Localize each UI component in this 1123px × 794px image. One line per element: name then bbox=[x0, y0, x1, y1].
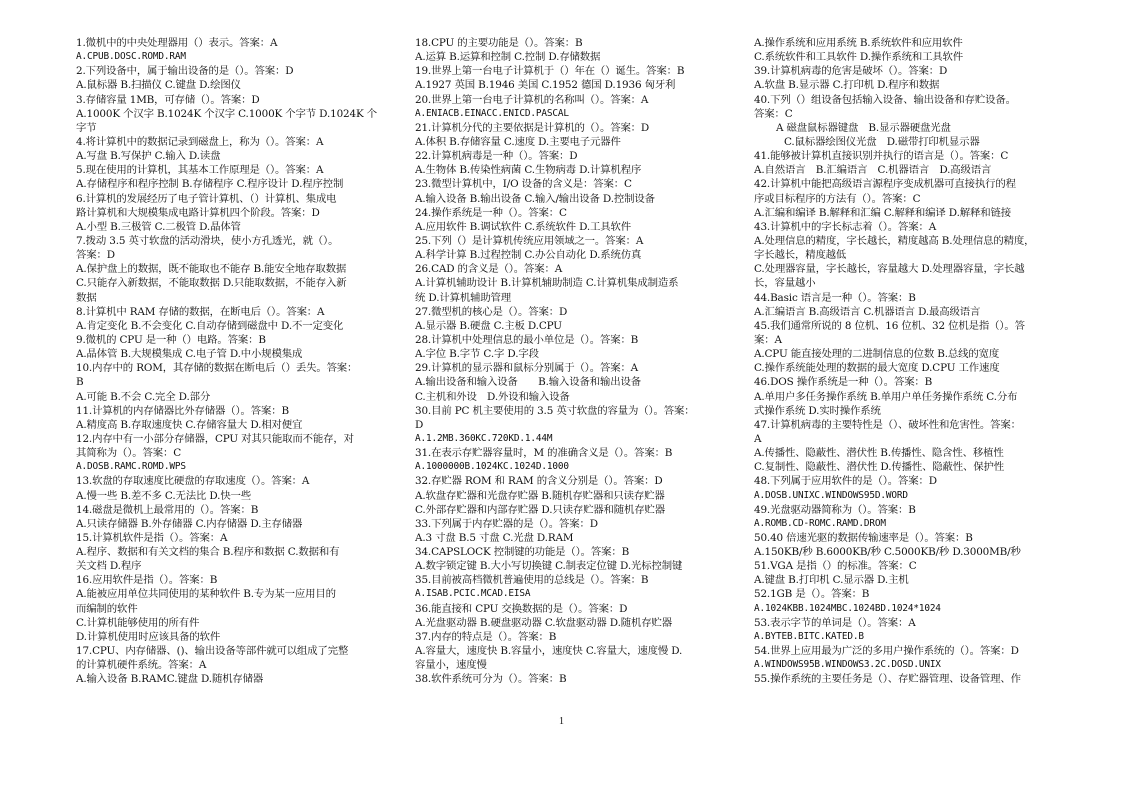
text-line: 16.应用软件是指（）。答案：B bbox=[76, 574, 218, 587]
text-line: 统 D.计算机辅助管理 bbox=[415, 291, 512, 304]
text-line: 18.CPU 的主要功能是（）。答案：B bbox=[415, 37, 583, 49]
text-line: A.程序、数据和有关文档的集合 B.程序和数据 C.数据和有 bbox=[76, 546, 340, 559]
text-line: A.计算机辅助设计 B.计算机辅助制造 C.计算机集成制造系 bbox=[415, 277, 679, 290]
text-line: A.体积 B.存储容量 C.速度 D.主要电子元器件 bbox=[415, 135, 621, 148]
text-line: 31.在表示存贮器容量时，M 的准确含义是（）。答案：B bbox=[415, 447, 673, 460]
text-line: A 磁盘鼠标器键盘 B.显示器硬盘光盘 bbox=[776, 121, 951, 134]
text-line: 答案：C bbox=[754, 107, 793, 120]
text-line: 32.存贮器 ROM 和 RAM 的含义分别是（）。答案：D bbox=[415, 475, 663, 488]
text-line: 33.下列属于内存贮器的是（）。答案：D bbox=[415, 517, 598, 530]
text-line: C.主机和外设 D.外设和输入设备 bbox=[415, 390, 570, 403]
text-line: A.1000K 个汉字 B.1024K 个汉字 C.1000K 个字节 D.1024K 个 bbox=[76, 107, 377, 120]
text-line: A.DOSB.UNIXC.WINDOWS95D.WORD bbox=[754, 489, 908, 501]
text-line: A.3 寸盘 B.5 寸盘 C.光盘 D.RAM bbox=[415, 531, 574, 544]
text-line: A.ISAB.PCIC.MCAD.EISA bbox=[415, 588, 531, 600]
text-line: 7.拨动 3.5 英寸软盘的活动滑块，使小方孔透光，就（）。 bbox=[76, 234, 339, 247]
text-line: A.科学计算 B.过程控制 C.办公自动化 D.系统仿真 bbox=[415, 249, 642, 262]
text-line: A.汇编语言 B.高级语言 C.机器语言 D.最高级语言 bbox=[754, 305, 981, 318]
text-line: A.处理信息的精度，字长越长，精度越高 B.处理信息的精度， bbox=[754, 234, 1035, 247]
text-line: 52.1GB 是（）。答案：B bbox=[754, 588, 870, 601]
text-line: A.可能 B.不会 C.完全 D.部分 bbox=[76, 390, 211, 403]
text-line: A.输入设备 B.RAMC.键盘 D.随机存储器 bbox=[76, 673, 264, 686]
text-line: 44.Basic 语言是一种（）。答案：B bbox=[754, 291, 916, 304]
text-line: 46.DOS 操作系统是一种（）。答案：B bbox=[754, 376, 933, 389]
text-line: A.软盘 B.显示器 C.打印机 D.程序和数据 bbox=[754, 79, 940, 92]
text-line: 39.计算机病毒的危害是破坏（）。答案：D bbox=[754, 65, 948, 78]
text-line: C.操作系统能处理的数据的最大宽度 D.CPU 工作速度 bbox=[754, 362, 1000, 375]
text-line: A.软盘存贮器和光盘存贮器 B.随机存贮器和只读存贮器 bbox=[415, 489, 665, 502]
text-line: 45.我们通常所说的 8 位机、16 位机、32 位机是指（）。答 bbox=[754, 319, 1025, 332]
text-line: 字节 bbox=[76, 121, 97, 134]
page-number: 1 bbox=[559, 716, 564, 727]
text-line: 3.存储容量 1MB，可存储（）。答案：D bbox=[76, 93, 260, 106]
column-left bbox=[76, 36, 392, 686]
text-line: 41.能够被计算机直接识别并执行的语言是（）。答案：C bbox=[754, 150, 1009, 163]
text-line: 55.操作系统的主要任务是（）、存贮器管理、设备管理、作 bbox=[754, 673, 1021, 686]
text-line: 11.计算机的内存储器比外存储器（）。答案：B bbox=[76, 404, 289, 417]
text-line: 1.微机中的中央处理器用（）表示。答案：A bbox=[76, 37, 278, 49]
text-line: A.1000000B.1024KC.1024D.1000 bbox=[415, 461, 569, 473]
text-line: A.DOSB.RAMC.ROMD.WPS bbox=[76, 461, 186, 473]
text-line: A.ROMB.CD-ROMC.RAMD.DROM bbox=[754, 517, 886, 529]
text-line: A.显示器 B.硬盘 C.主板 D.CPU bbox=[415, 319, 562, 332]
text-line: A.晶体管 B.大规模集成 C.电子管 D.中小规模集成 bbox=[76, 348, 303, 361]
text-line: C.处理器容量，字长越长，容量越大 D.处理器容量，字长越 bbox=[754, 263, 1025, 276]
text-line: A.鼠标器 B.扫描仪 C.键盘 D.绘图仪 bbox=[76, 79, 241, 92]
text-line: 28.计算机中处理信息的最小单位是（）。答案：B bbox=[415, 333, 639, 346]
text-line: 5.现在使用的计算机，其基本工作原理是（）。答案：A bbox=[76, 164, 324, 177]
text-line: 14.磁盘是微机上最常用的（）。答案：B bbox=[76, 503, 259, 516]
text-line: A.BYTEB.BITC.KATED.B bbox=[754, 630, 864, 642]
text-line: C.复制性、隐蔽性、潜伏性 D.传播性、隐蔽性、保护性 bbox=[754, 461, 1004, 474]
text-line: 15.计算机软件是指（）。答案：A bbox=[76, 531, 228, 544]
text-line: 34.CAPSLOCK 控制键的功能是（）。答案：B bbox=[415, 546, 630, 559]
text-line: 37.内存的特点是（）。答案：B bbox=[415, 630, 557, 643]
text-line: 13.软盘的存取速度比硬盘的存取速度（）。答案：A bbox=[76, 475, 310, 488]
text-line: A.数字锁定键 B.大小写切换键 C.制表定位键 D.光标控制键 bbox=[415, 560, 683, 573]
text-line: 案：A bbox=[754, 333, 782, 346]
text-line: 50.40 倍速光驱的数据传输速率是（）。答案：B bbox=[754, 531, 973, 544]
text-line: A.字位 B.字节 C.字 D.字段 bbox=[415, 348, 539, 361]
text-line: 字长越长，精度越低 bbox=[754, 249, 847, 262]
text-line: 26.CAD 的含义是（）。答案：A bbox=[415, 263, 563, 276]
text-line: 路计算机和大规模集成电路计算机四个阶段。答案：D bbox=[76, 206, 320, 219]
text-line: 长，容量越小 bbox=[754, 277, 816, 290]
text-line: 答案：D bbox=[76, 249, 115, 262]
text-line: A.肯定变化 B.不会变化 C.自动存储到磁盘中 D.不一定变化 bbox=[76, 319, 344, 332]
text-line: 24.操作系统是一种（）。答案：C bbox=[415, 206, 567, 219]
text-line: 数据 bbox=[76, 291, 97, 304]
text-line: A.CPUB.DOSC.ROMD.RAM bbox=[76, 51, 186, 63]
text-line: 51.VGA 是指（）的标准。答案：C bbox=[754, 560, 917, 573]
text-line: 47.计算机病毒的主要特性是（）、破坏性和危害性。答案： bbox=[754, 418, 1021, 431]
text-line: B bbox=[76, 376, 84, 389]
text-line: C.外部存贮器和内部存贮器 D.只读存贮器和随机存贮器 bbox=[415, 503, 665, 516]
text-line: 关文档 D.程序 bbox=[76, 560, 142, 573]
text-line: 式操作系统 D.实时操作系统 bbox=[754, 404, 881, 417]
text-line: 49.光盘驱动器简称为（）。答案：B bbox=[754, 503, 916, 516]
text-line: 54.世界上应用最为广泛的多用户操作系统的（）。答案：D bbox=[754, 645, 1019, 658]
text-line: 2.下列设备中，属于输出设备的是（）。答案：D bbox=[76, 65, 294, 78]
text-line: 43.计算机中的字长标志着（）。答案：A bbox=[754, 220, 937, 233]
text-line: 53.表示字节的单词是（）。答案：A bbox=[754, 616, 916, 629]
text-line: 25.下列（）是计算机传统应用领域之一。答案：A bbox=[415, 234, 644, 247]
text-line: 17.CPU、内存储器、()、输出设备等部件就可以组成了完整 bbox=[76, 645, 349, 658]
text-line: 36.能直接和 CPU 交换数据的是（）。答案：D bbox=[415, 602, 628, 615]
text-line: A.输出设备和输入设备 B.输入设备和输出设备 bbox=[415, 376, 641, 389]
text-line: A.自然语言 B.汇编语言 C.机器语言 D.高级语言 bbox=[754, 164, 992, 177]
text-line: A.ENIACB.EINACC.ENICD.PASCAL bbox=[415, 107, 569, 119]
text-line: A.WINDOWS95B.WINDOWS3.2C.DOSD.UNIX bbox=[754, 659, 941, 671]
column-middle bbox=[415, 36, 731, 686]
text-line: 序或目标程序的方法有（）。答案：C bbox=[754, 192, 921, 205]
text-line: A.容量大，速度快 B.容量小，速度快 C.容量大，速度慢 D. bbox=[415, 645, 683, 658]
text-line: 30.目前 PC 机主要使用的 3.5 英寸软盘的容量为（）。答案： bbox=[415, 404, 695, 417]
text-line: C.系统软件和工具软件 D.操作系统和工具软件 bbox=[754, 51, 964, 64]
text-line: A.CPU 能直接处理的二进制信息的位数 B.总线的宽度 bbox=[754, 348, 1000, 361]
text-line: 23.微型计算机中，I/O 设备的含义是：答案：C bbox=[415, 178, 632, 191]
text-line: 20.世界上第一台电子计算机的名称叫（）。答案：A bbox=[415, 93, 649, 106]
text-line: A.1.2MB.360KC.720KD.1.44M bbox=[415, 432, 553, 444]
text-line: 其简称为（）。答案：C bbox=[76, 447, 182, 460]
text-line: 12.内存中有一小部分存储器，CPU 对其只能取而不能存，对 bbox=[76, 432, 354, 445]
text-line: 35.目前被高档微机普遍使用的总线是（）。答案：B bbox=[415, 574, 649, 587]
text-line: 19.世界上第一台电子计算机于（）年在（）诞生。答案：B bbox=[415, 65, 685, 78]
text-line: 容量小，速度慢 bbox=[415, 659, 487, 672]
text-line: A.输入设备 B.输出设备 C.输入/输出设备 D.控制设备 bbox=[415, 192, 655, 205]
text-line: 42.计算机中能把高级语言源程序变成机器可直接执行的程 bbox=[754, 178, 1016, 191]
text-line: 27.微型机的核心是（）。答案：D bbox=[415, 305, 568, 318]
text-line: C.只能存入新数据，不能取数据 D.只能取数据，不能存入新 bbox=[76, 277, 347, 290]
text-line: 10.内存中的 ROM，其存储的数据在断电后（）丢失。答案： bbox=[76, 362, 358, 375]
text-line: 40.下列（）组设备包括输入设备、输出设备和存贮设备。 bbox=[754, 93, 1016, 106]
text-line: C.鼠标器绘图仪光盘 D.磁带打印机显示器 bbox=[784, 135, 980, 148]
text-line: A.运算 B.运算和控制 C.控制 D.存储数据 bbox=[415, 51, 601, 64]
text-line: 21.计算机分代的主要依据是计算机的（）。答案：D bbox=[415, 121, 650, 134]
text-line: A bbox=[754, 432, 762, 445]
text-line: A.单用户多任务操作系统 B.单用户单任务操作系统 C.分布 bbox=[754, 390, 1018, 403]
text-line: A.能被应用单位共同使用的某种软件 B.专为某一应用目的 bbox=[76, 588, 336, 601]
text-line: A.键盘 B.打印机 C.显示器 D.主机 bbox=[754, 574, 909, 587]
text-line: 6.计算机的发展经历了电子管计算机、（）计算机、集成电 bbox=[76, 192, 337, 205]
text-line: 的计算机硬件系统。答案：A bbox=[76, 659, 207, 672]
text-line: A.操作系统和应用系统 B.系统软件和应用软件 bbox=[754, 37, 963, 49]
text-line: A.生物体 B.传染性病菌 C.生物病毒 D.计算机程序 bbox=[415, 164, 642, 177]
text-line: A.汇编和编译 B.解释和汇编 C.解释和编译 D.解释和链接 bbox=[754, 206, 1011, 219]
text-line: C.计算机能够使用的所有件 bbox=[76, 616, 200, 629]
text-line: 9.微机的 CPU 是一种（）电路。答案：B bbox=[76, 333, 266, 346]
text-line: 29.计算机的显示器和鼠标分别属于（）。答案：A bbox=[415, 362, 639, 375]
text-line: A.保护盘上的数据，既不能取也不能存 B.能安全地存取数据 bbox=[76, 263, 347, 276]
text-line: A.存储程序和程序控制 B.存储程序 C.程序设计 D.程序控制 bbox=[76, 178, 344, 191]
column-right bbox=[754, 36, 1070, 686]
text-line: D.计算机使用时应该具备的软件 bbox=[76, 630, 221, 643]
text-line: A.光盘驱动器 B.硬盘驱动器 C.软盘驱动器 D.随机存贮器 bbox=[415, 616, 672, 629]
text-line: A.小型 B.三极管 C.二极管 D.晶体管 bbox=[76, 220, 241, 233]
text-line: D bbox=[415, 418, 424, 431]
text-line: 38.软件系统可分为（）。答案：B bbox=[415, 673, 567, 686]
text-line: A.1927 英国 B.1946 美国 C.1952 德国 D.1936 匈牙利 bbox=[415, 79, 676, 92]
text-line: A.传播性、隐蔽性、潜伏性 B.传播性、隐含性、移植性 bbox=[754, 447, 1004, 460]
text-line: 48.下列属于应用软件的是（）。答案：D bbox=[754, 475, 937, 488]
text-line: 8.计算机中 RAM 存储的数据，在断电后（）。答案：A bbox=[76, 305, 325, 318]
text-line: 而编制的软件 bbox=[76, 602, 138, 615]
text-line: A.1024KBB.1024MBC.1024BD.1024*1024 bbox=[754, 602, 941, 614]
text-line: 4.将计算机中的数据记录到磁盘上，称为（）。答案：A bbox=[76, 135, 324, 148]
text-line: A.慢一些 B.差不多 C.无法比 D.快一些 bbox=[76, 489, 252, 502]
text-line: A.写盘 B.写保护 C.输入 D.读盘 bbox=[76, 150, 221, 163]
text-line: A.精度高 B.存取速度快 C.存储容量大 D.相对便宜 bbox=[76, 418, 303, 431]
text-line: A.应用软件 B.调试软件 C.系统软件 D.工具软件 bbox=[415, 220, 631, 233]
text-line: A.只读存储器 B.外存储器 C.内存储器 D.主存储器 bbox=[76, 517, 303, 530]
text-line: 22.计算机病毒是一种（）。答案：D bbox=[415, 150, 578, 163]
text-line: A.150KB/秒 B.6000KB/秒 C.5000KB/秒 D.3000MB/秒 bbox=[754, 546, 1021, 559]
